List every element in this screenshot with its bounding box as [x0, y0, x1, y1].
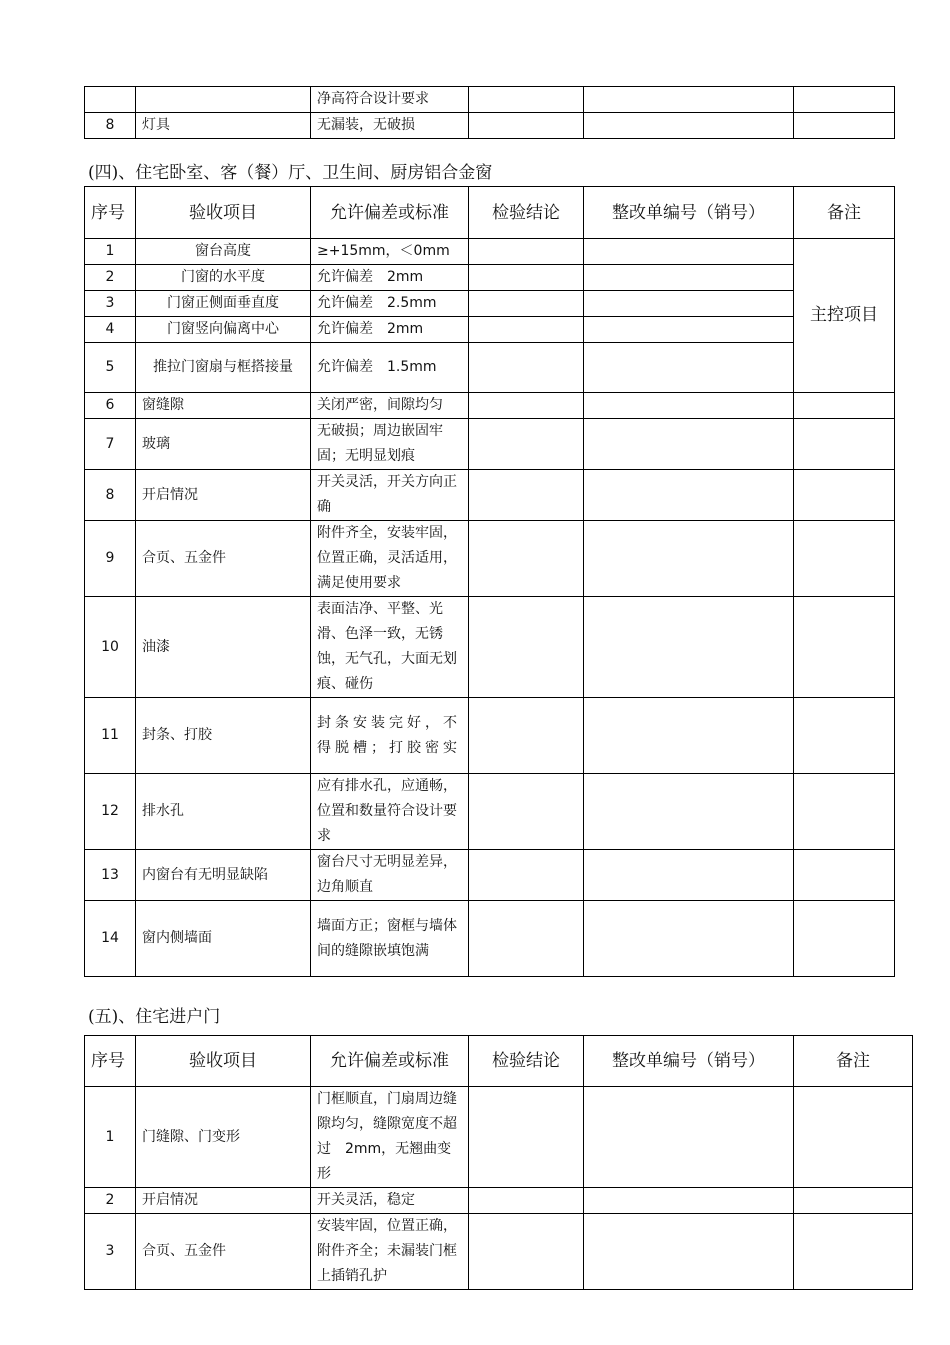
seq-cell: 9 — [85, 521, 136, 597]
remark-cell — [794, 1087, 913, 1188]
seq-cell: 7 — [85, 419, 136, 470]
item-cell — [136, 87, 311, 113]
table-row — [85, 1188, 913, 1214]
rectify-cell — [584, 113, 794, 139]
item-cell: 排水孔 — [136, 774, 311, 850]
item-cell: 门窗正侧面垂直度 — [136, 291, 311, 317]
result-cell — [469, 419, 584, 470]
section-4-title: (四)、住宅卧室、客（餐）厅、卫生间、厨房铝合金窗 — [88, 163, 493, 183]
rectify-cell — [584, 239, 794, 265]
rectify-cell — [584, 265, 794, 291]
result-cell — [469, 1214, 584, 1290]
header-result: 检验结论 — [469, 187, 584, 239]
result-cell — [469, 901, 584, 977]
table-row — [85, 1214, 913, 1290]
result-cell — [469, 343, 584, 393]
table-row — [85, 343, 895, 393]
rectify-cell — [584, 850, 794, 901]
remark-cell — [794, 393, 895, 419]
header-remark: 备注 — [794, 1036, 913, 1087]
result-cell — [469, 317, 584, 343]
rectify-cell — [584, 343, 794, 393]
header-item: 验收项目 — [136, 1036, 311, 1087]
standard-cell: 墙面方正；窗框与墙体间的缝隙嵌填饱满 — [311, 901, 469, 977]
standard-cell: 无漏装，无破损 — [311, 113, 469, 139]
item-cell: 内窗台有无明显缺陷 — [136, 850, 311, 901]
header-seq: 序号 — [85, 1036, 136, 1087]
item-cell: 开启情况 — [136, 470, 311, 521]
header-item: 验收项目 — [136, 187, 311, 239]
standard-cell: 安装牢固，位置正确，附件齐全；未漏装门框上插销孔护 — [311, 1214, 469, 1290]
header-row — [85, 1036, 913, 1087]
table-row — [85, 774, 895, 850]
result-cell — [469, 698, 584, 774]
item-cell: 门窗竖向偏离中心 — [136, 317, 311, 343]
rectify-cell — [584, 291, 794, 317]
item-cell: 窗缝隙 — [136, 393, 311, 419]
standard-cell: 封条安装完好，不得脱槽；打胶密实 — [311, 698, 469, 774]
rectify-cell — [584, 470, 794, 521]
item-cell: 封条、打胶 — [136, 698, 311, 774]
item-cell: 玻璃 — [136, 419, 311, 470]
remark-cell — [794, 521, 895, 597]
seq-cell: 4 — [85, 317, 136, 343]
remark-cell — [794, 597, 895, 698]
table-row — [85, 239, 895, 265]
header-remark: 备注 — [794, 187, 895, 239]
header-rectify: 整改单编号（销号） — [584, 1036, 794, 1087]
table-row — [85, 291, 895, 317]
item-cell: 油漆 — [136, 597, 311, 698]
standard-cell: 开关灵活，开关方向正确 — [311, 470, 469, 521]
remark-cell — [794, 419, 895, 470]
result-cell — [469, 774, 584, 850]
result-cell — [469, 87, 584, 113]
result-cell — [469, 470, 584, 521]
table-row — [85, 87, 895, 113]
item-cell: 合页、五金件 — [136, 1214, 311, 1290]
table-row — [85, 113, 895, 139]
standard-cell: 允许偏差 2.5mm — [311, 291, 469, 317]
item-cell: 推拉门窗扇与框搭接量 — [136, 343, 311, 393]
seq-cell: 8 — [85, 470, 136, 521]
table-row — [85, 317, 895, 343]
rectify-cell — [584, 1188, 794, 1214]
rectify-cell — [584, 87, 794, 113]
item-cell: 开启情况 — [136, 1188, 311, 1214]
seq-cell — [85, 87, 136, 113]
top-table — [84, 86, 895, 139]
result-cell — [469, 393, 584, 419]
item-cell: 合页、五金件 — [136, 521, 311, 597]
standard-cell: 门框顺直，门扇周边缝隙均匀，缝隙宽度不超过 2mm，无翘曲变形 — [311, 1087, 469, 1188]
result-cell — [469, 1188, 584, 1214]
rectify-cell — [584, 419, 794, 470]
standard-cell: 表面洁净、平整、光滑、色泽一致，无锈蚀，无气孔，大面无划痕、碰伤 — [311, 597, 469, 698]
seq-cell: 14 — [85, 901, 136, 977]
rectify-cell — [584, 521, 794, 597]
result-cell — [469, 265, 584, 291]
remark-cell — [794, 113, 895, 139]
standard-cell: 窗台尺寸无明显差异，边角顺直 — [311, 850, 469, 901]
table-row — [85, 419, 895, 470]
seq-cell: 1 — [85, 239, 136, 265]
section-4-table — [84, 186, 895, 977]
seq-cell: 5 — [85, 343, 136, 393]
rectify-cell — [584, 1087, 794, 1188]
rectify-cell — [584, 1214, 794, 1290]
seq-cell: 1 — [85, 1087, 136, 1188]
header-rectify: 整改单编号（销号） — [584, 187, 794, 239]
rectify-cell — [584, 774, 794, 850]
seq-cell: 10 — [85, 597, 136, 698]
rectify-cell — [584, 393, 794, 419]
rectify-cell — [584, 901, 794, 977]
item-cell: 门缝隙、门变形 — [136, 1087, 311, 1188]
header-standard: 允许偏差或标准 — [311, 187, 469, 239]
standard-cell: 应有排水孔，应通畅，位置和数量符合设计要求 — [311, 774, 469, 850]
result-cell — [469, 1087, 584, 1188]
seq-cell: 2 — [85, 1188, 136, 1214]
table-row — [85, 597, 895, 698]
table-row — [85, 850, 895, 901]
item-cell: 窗台高度 — [136, 239, 311, 265]
seq-cell: 8 — [85, 113, 136, 139]
standard-cell: ≥+15mm，＜0mm — [311, 239, 469, 265]
standard-cell: 允许偏差 1.5mm — [311, 343, 469, 393]
standard-cell: 附件齐全，安装牢固，位置正确，灵活适用，满足使用要求 — [311, 521, 469, 597]
table-row — [85, 265, 895, 291]
result-cell — [469, 291, 584, 317]
rectify-cell — [584, 698, 794, 774]
remark-cell — [794, 850, 895, 901]
remark-cell — [794, 87, 895, 113]
remark-cell — [794, 1214, 913, 1290]
header-row — [85, 187, 895, 239]
table-row — [85, 521, 895, 597]
result-cell — [469, 850, 584, 901]
seq-cell: 11 — [85, 698, 136, 774]
standard-cell: 无破损；周边嵌固牢固；无明显划痕 — [311, 419, 469, 470]
section-5-table — [84, 1035, 913, 1290]
result-cell — [469, 521, 584, 597]
table-row — [85, 470, 895, 521]
remark-cell — [794, 698, 895, 774]
item-cell: 窗内侧墙面 — [136, 901, 311, 977]
header-result: 检验结论 — [469, 1036, 584, 1087]
section-5-title: (五)、住宅进户门 — [88, 1007, 221, 1027]
seq-cell: 2 — [85, 265, 136, 291]
standard-cell: 关闭严密，间隙均匀 — [311, 393, 469, 419]
seq-cell: 3 — [85, 291, 136, 317]
table-row — [85, 698, 895, 774]
header-standard: 允许偏差或标准 — [311, 1036, 469, 1087]
header-seq: 序号 — [85, 187, 136, 239]
item-cell: 门窗的水平度 — [136, 265, 311, 291]
result-cell — [469, 239, 584, 265]
result-cell — [469, 113, 584, 139]
standard-cell: 允许偏差 2mm — [311, 317, 469, 343]
seq-cell: 3 — [85, 1214, 136, 1290]
rectify-cell — [584, 597, 794, 698]
seq-cell: 12 — [85, 774, 136, 850]
table-row — [85, 1087, 913, 1188]
remark-cell — [794, 1188, 913, 1214]
seq-cell: 6 — [85, 393, 136, 419]
rectify-cell — [584, 317, 794, 343]
remark-cell — [794, 774, 895, 850]
standard-cell: 净高符合设计要求 — [311, 87, 469, 113]
remark-cell — [794, 901, 895, 977]
result-cell — [469, 597, 584, 698]
main-control-label: 主控项目 — [794, 239, 895, 393]
remark-cell — [794, 470, 895, 521]
table-row — [85, 393, 895, 419]
standard-cell: 开关灵活，稳定 — [311, 1188, 469, 1214]
standard-cell: 允许偏差 2mm — [311, 265, 469, 291]
item-cell: 灯具 — [136, 113, 311, 139]
seq-cell: 13 — [85, 850, 136, 901]
table-row — [85, 901, 895, 977]
